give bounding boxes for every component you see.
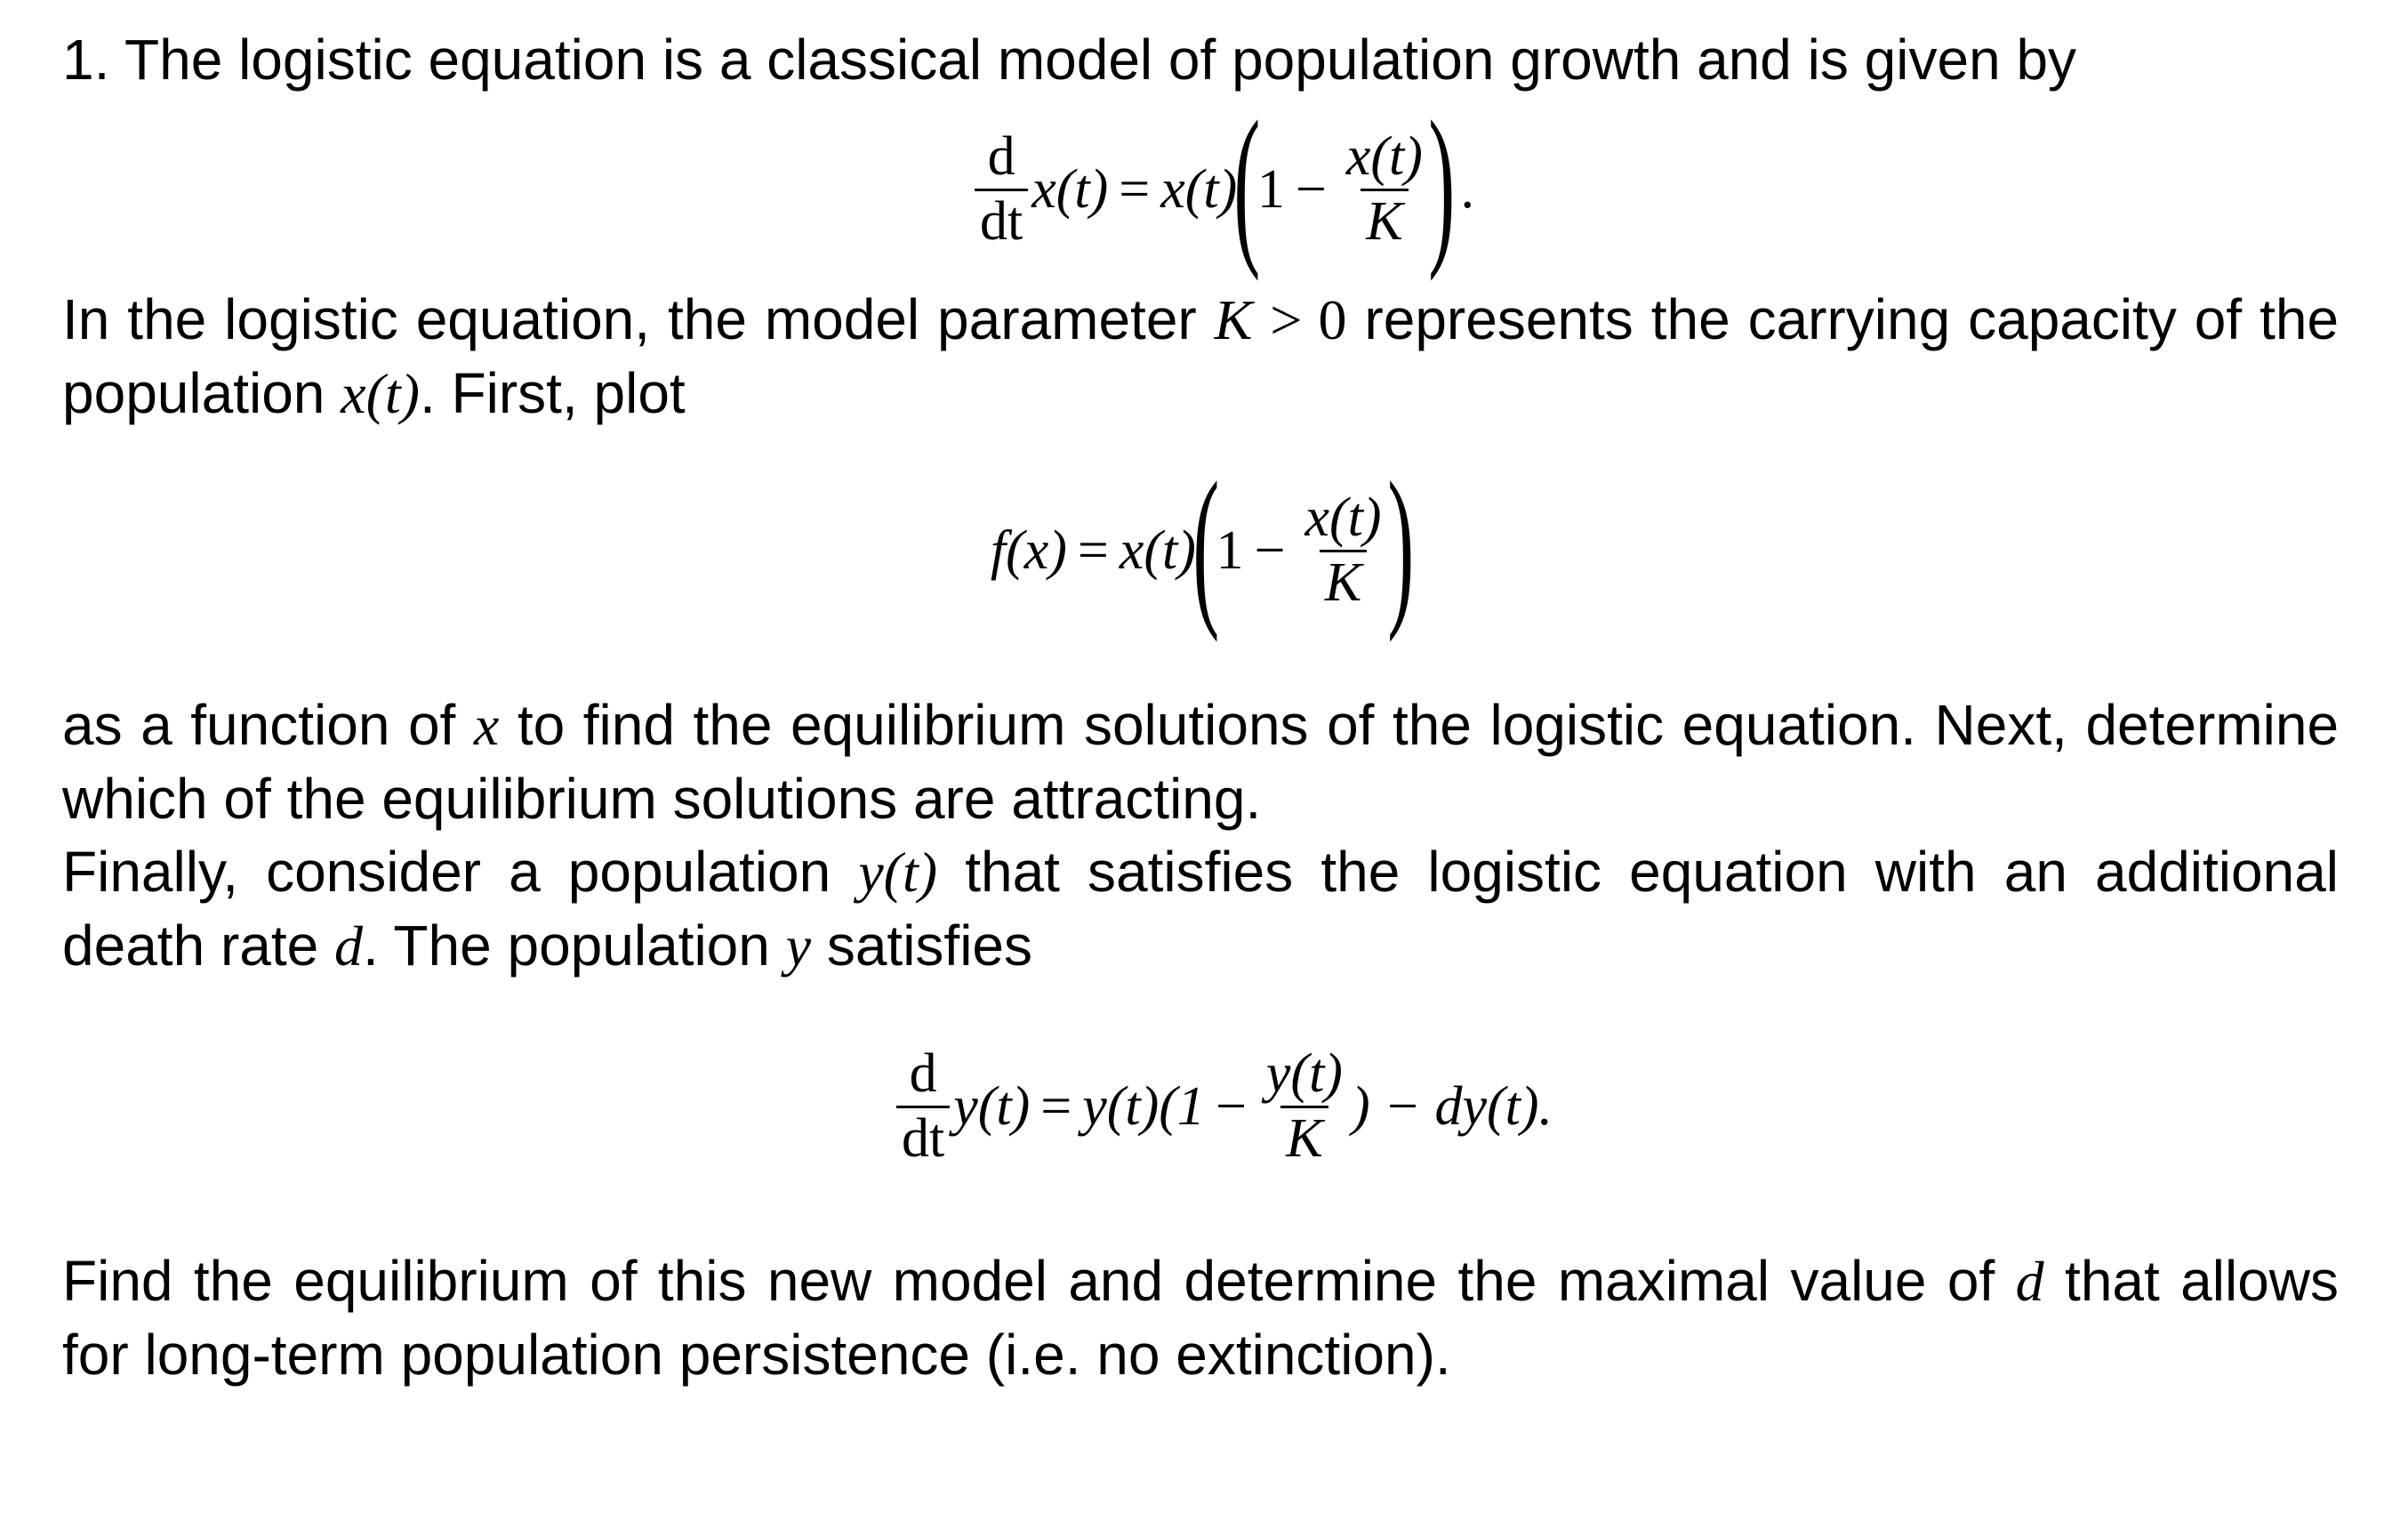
derivative-operator: $\frac{d}{dt}$ xyxy=(896,1045,950,1167)
logistic-equation xyxy=(107,85,2339,283)
eq1-lhs: x(t) xyxy=(1031,159,1109,220)
problem-document xyxy=(62,23,2339,1391)
eq1-factor: x(t) xyxy=(1160,159,1238,220)
eq1-equals: = xyxy=(1119,159,1151,220)
death-rate-d: d xyxy=(2015,1250,2044,1313)
eq1-one: 1 xyxy=(1256,159,1285,220)
paragraph-death-rate: Finally, consider a population y(t) that satisfies the logistic equation with an additional death rate d. The population y satisfies xyxy=(62,840,2340,978)
intro-text: The logistic equation is a classical model of population growth and is given by xyxy=(124,28,2077,92)
eq3-factor: y(t)(1 xyxy=(1082,1076,1205,1137)
eq2-equals: = xyxy=(1077,520,1109,581)
paragraph-carrying-capacity: In the logistic equation, the model parameter K > 0 represents the carrying capacity of the population x(t). First, plot xyxy=(62,287,2340,425)
paragraph-persistence: Find the equilibrium of this new model and determine the maximal value of d that allows for long-term population persistence (i.e. no extinction). xyxy=(62,1249,2340,1387)
eq2-fraction: $\frac{x(t)}{K}$ xyxy=(1304,487,1382,613)
paragraph-equilibria: as a function of x to find the equilibrium solutions of the logistic equation. Next, determine which of the equilibrium solutions are attracting. xyxy=(62,693,2340,831)
gt-zero: > 0 xyxy=(1270,288,1347,351)
left-paren: ( xyxy=(1192,447,1220,643)
eq2-one: 1 xyxy=(1216,520,1244,581)
left-paren: ( xyxy=(1233,85,1261,282)
population-x: x(t) xyxy=(341,362,420,425)
population-y: y(t) xyxy=(858,841,938,904)
right-paren: ) xyxy=(1428,85,1456,282)
logistic-death-equation xyxy=(107,1013,2339,1200)
eq3-rest: ) − dy(t). xyxy=(1351,1076,1553,1137)
eq3-minus: − xyxy=(1215,1076,1247,1137)
problem-number: 1. xyxy=(62,28,110,92)
derivative-operator: $\frac{d}{dt}$ xyxy=(975,128,1028,250)
right-paren: ) xyxy=(1386,447,1414,643)
death-rate-d: d xyxy=(334,914,363,978)
eq2-lhs: f(x) xyxy=(990,520,1067,581)
eq1-fraction: $\frac{x(t)}{K}$ xyxy=(1345,126,1423,252)
param-K: K xyxy=(1214,288,1253,351)
eq3-equals: = xyxy=(1040,1076,1072,1137)
eq2-minus: − xyxy=(1254,520,1286,581)
eq3-lhs: y(t) xyxy=(953,1076,1031,1137)
eq3-fraction: $\frac{y(t)}{K}$ xyxy=(1265,1043,1343,1169)
eq2-factor: x(t) xyxy=(1119,520,1196,581)
eq1-period: . xyxy=(1460,159,1475,220)
problem-intro xyxy=(62,23,2339,96)
function-f-equation xyxy=(62,447,2339,644)
eq1-minus: − xyxy=(1295,159,1327,220)
variable-x: x xyxy=(473,694,500,757)
variable-y: y xyxy=(785,914,812,978)
